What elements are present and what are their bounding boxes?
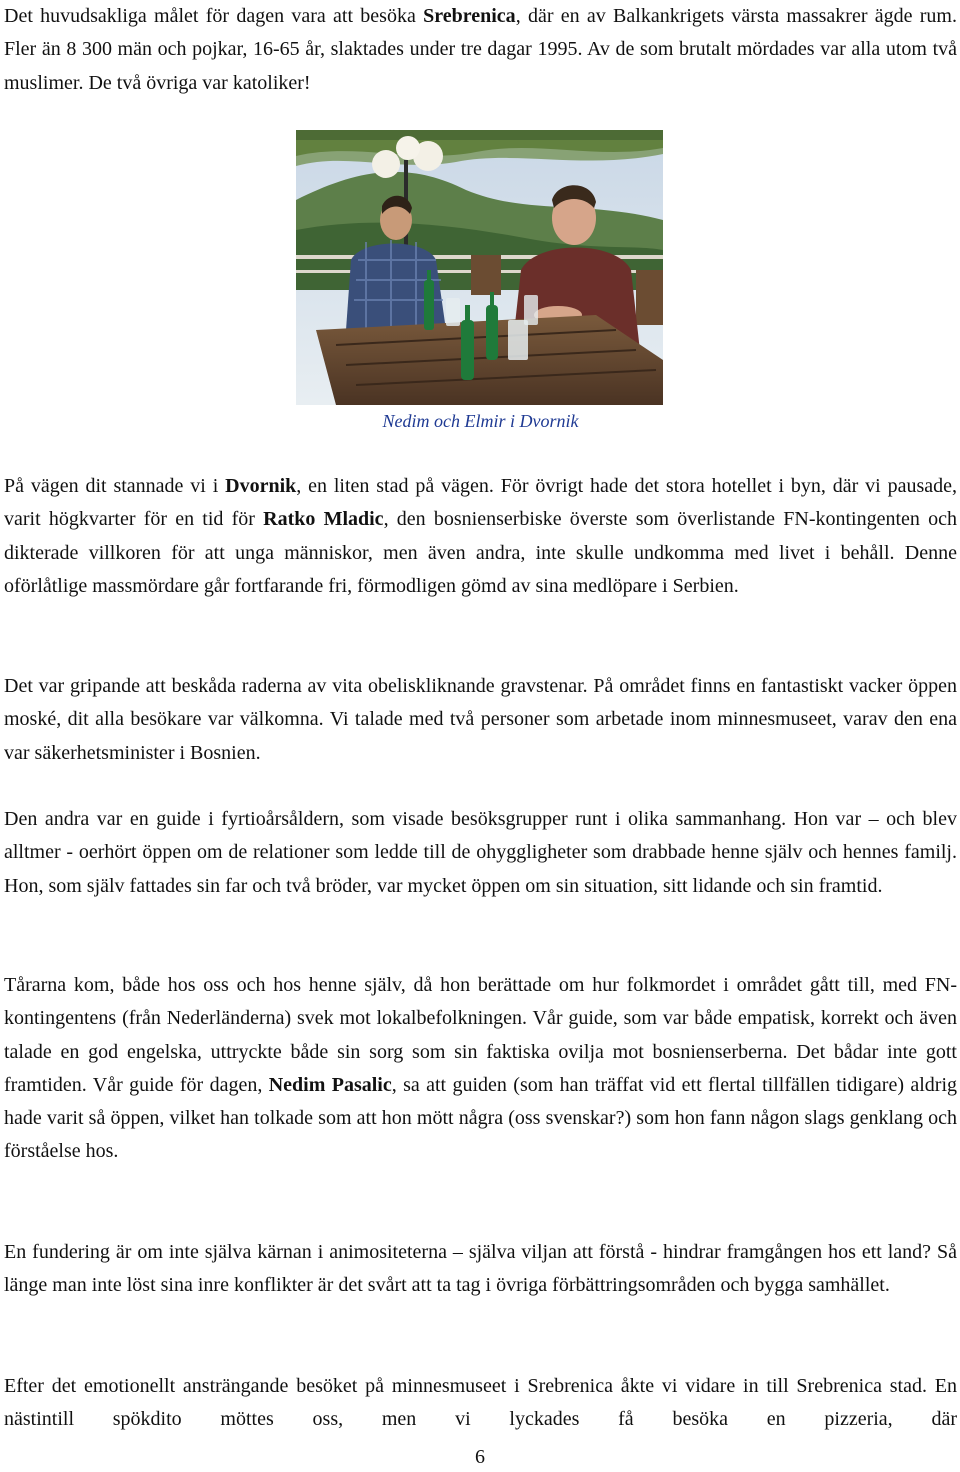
dvornik-text-2: , en liten stad på vägen. För övrigt hade det stora hotellet i byn, där vi pausade, varit högkvarter för en tid för	[4, 475, 958, 531]
tears-text-1: Tårarna kom, både hos oss och hos henne själv, då hon berättade om hur folkmordet i området gått till, med FN-kontingentens (från Nederländerna) svek mot lokalbefolkningen. Vår guide, som var både empatisk, korrekt och även talade en god engelska, uttryckte både sin sorg som sin faktiska ovilja mot bosnienserberna. Det bådar inte gott framtiden. Vår guide för dagen,	[4, 974, 957, 1096]
paragraph-tears	[4, 969, 957, 1169]
srebrenica-bold: Srebrenica	[423, 5, 516, 27]
mladic-bold: Ratko Mladic	[263, 508, 384, 531]
paragraph-reflection: En fundering är om inte själva kärnan i animositeterna – själva viljan att förstå - hindrar framgången hos ett land? Så länge man inte löst sina inre konflikter är det svårt att ta tag i övriga förbättringsområden och bygga samhället.	[4, 1241, 957, 1297]
intro-text-1: Det huvudsakliga målet för dagen vara att besöka	[4, 5, 424, 27]
paragraph-guide: Den andra var en guide i fyrtioårsåldern, som visade besöksgrupper runt i olika sammanhang. Hon var – och blev alltmer - oerhört öppen om de relationer som ledde till de ohyggligheter som drabbade henne själv och hennes familj. Hon, som själv fattades sin far och två bröder, var mycket öppen om sin situation, sitt lidande och sin framtid.	[4, 808, 957, 897]
paragraph-dvornik	[4, 470, 957, 603]
nedim-pasalic-bold: Nedim Pasalic	[268, 1073, 392, 1096]
tears-text-2: , sa att guiden (som han träffat vid ett flertal tillfällen tidigare) aldrig hade varit så öppen, vilket han tolkade som att hon mött några (oss svenskar?) som hon fann någon slags genklang och förståelse hos.	[4, 1073, 958, 1163]
intro-text-2: , där en av Balkankrigets värsta massakrer ägde rum. Fler än 8 300 män och pojkar, 16-65 år, slaktades under tre dagar 1995. Av de som brutalt mördades var alla utom två muslimer. De två övriga var katoliker!	[4, 5, 957, 94]
figure-caption: Nedim och Elmir i Dvornik	[382, 411, 579, 431]
dvornik-text-3: , den bosnienserbiske överste som överlistande FN-kontingenten och dikterade villkoren för att unga människor, men även andra, inte skulle undkomma med livet i behåll. Denne oförlåtlige massmördare går fortfarande fri, förmodligen gömd av sina medlöpare i Serbien.	[4, 508, 957, 597]
paragraph-srebrenica-town: Efter det emotionellt ansträngande besöket på minnesmuseet i Srebrenica åkte vi vidare in till Srebrenica stad. En nästintill spökdito möttes oss, men vi lyckades få besöka en pizzeria, där	[4, 1375, 957, 1431]
page-number: 6	[475, 1446, 485, 1468]
dvornik-text-1: På vägen dit stannade vi i	[4, 475, 226, 497]
intro-paragraph	[4, 0, 957, 100]
paragraph-gravestones: Det var gripande att beskåda raderna av vita obeliskliknande gravstenar. På området finns en fantastiskt vacker öppen moské, dit alla besökare var välkomna. Vi talade med två personer som arbetade inom minnesmuseet, varav den ena var säkerhetsminister i Bosnien.	[4, 675, 957, 764]
photo-nedim-elmir	[296, 130, 663, 405]
dvornik-bold: Dvornik	[225, 475, 297, 497]
